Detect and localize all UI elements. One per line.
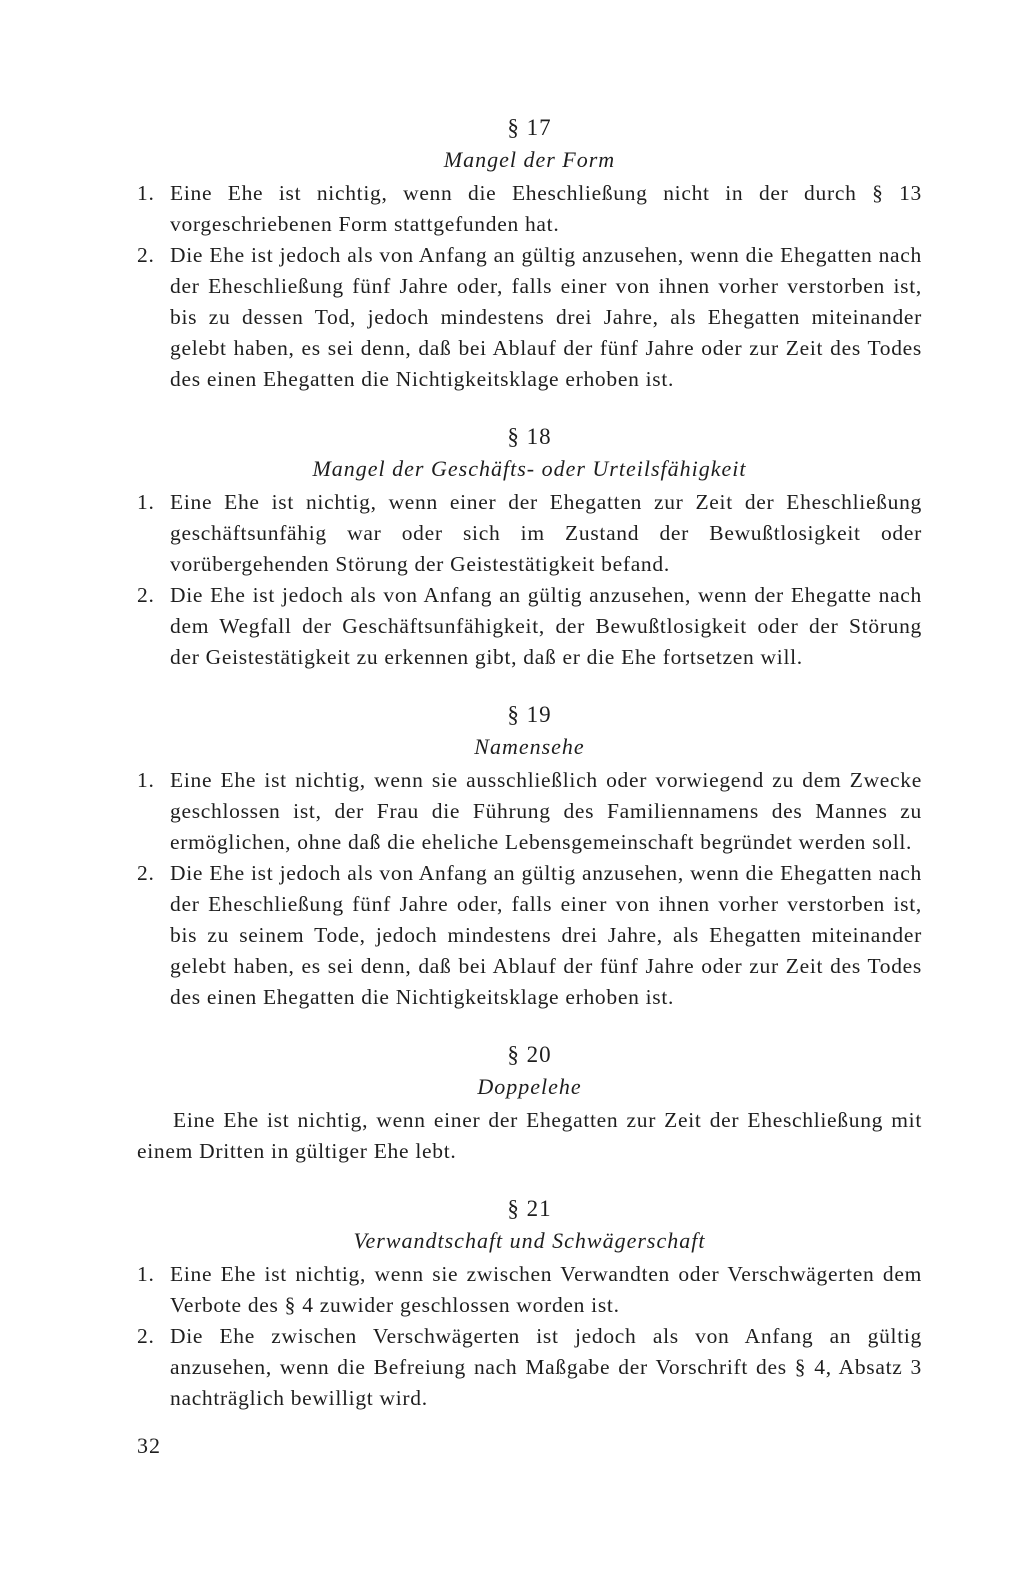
section-17 — [137, 112, 922, 395]
item-number: 2. — [137, 583, 155, 607]
item-number: 1. — [137, 181, 155, 205]
list-item — [137, 178, 922, 240]
item-text: Eine Ehe ist nichtig, wenn sie ausschließlich oder vorwiegend zu dem Zwecke geschlossen ist, der Frau die Führung des Familiennamens des Mannes zu ermöglichen, ohne daß die eheliche Lebensgemeinschaft begründet werden soll. — [170, 768, 922, 854]
section-20 — [137, 1039, 922, 1167]
list-item — [137, 487, 922, 580]
item-text: Die Ehe ist jedoch als von Anfang an gültig anzusehen, wenn der Ehegatte nach dem Wegfall der Geschäftsunfähigkeit, der Bewußtlosigkeit oder der Störung der Geistestätigkeit zu erkennen gibt, daß er die Ehe fortsetzen will. — [170, 583, 922, 669]
item-number: 1. — [137, 768, 155, 792]
section-title: Doppelehe — [477, 1074, 582, 1099]
section-21 — [137, 1193, 922, 1414]
item-text: Eine Ehe ist nichtig, wenn einer der Ehegatten zur Zeit der Eheschließung geschäftsunfähig war oder sich im Zustand der Bewußtlosigkeit oder vorübergehenden Störung der Geistestätigkeit befand. — [170, 490, 922, 576]
item-number: 2. — [137, 861, 155, 885]
section-number: § 20 — [507, 1042, 552, 1067]
list-item — [137, 765, 922, 858]
section-18 — [137, 421, 922, 673]
page-number: 32 — [137, 1433, 161, 1458]
list-item — [137, 580, 922, 673]
section-title: Verwandtschaft und Schwägerschaft — [353, 1228, 706, 1253]
section-number: § 18 — [507, 424, 552, 449]
list-item — [137, 858, 922, 1013]
section-paragraph: Eine Ehe ist nichtig, wenn einer der Ehegatten zur Zeit der Eheschließung mit einem Dritten in gültiger Ehe lebt. — [137, 1108, 922, 1163]
page-content — [137, 112, 922, 1440]
section-title: Namensehe — [474, 734, 585, 759]
list-item — [137, 1321, 922, 1414]
section-title: Mangel der Form — [443, 147, 616, 172]
section-number: § 21 — [507, 1196, 552, 1221]
section-number: § 19 — [507, 702, 552, 727]
item-number: 2. — [137, 243, 155, 267]
section-number: § 17 — [507, 115, 552, 140]
item-number: 2. — [137, 1324, 155, 1348]
item-number: 1. — [137, 1262, 155, 1286]
item-text: Die Ehe zwischen Verschwägerten ist jedoch als von Anfang an gültig anzusehen, wenn die Befreiung nach Maßgabe der Vorschrift des § 4, Absatz 3 nachträglich bewilligt wird. — [170, 1324, 922, 1410]
section-19 — [137, 699, 922, 1013]
list-item — [137, 1259, 922, 1321]
section-title: Mangel der Geschäfts- oder Urteilsfähigkeit — [312, 456, 747, 481]
item-text: Die Ehe ist jedoch als von Anfang an gültig anzusehen, wenn die Ehegatten nach der Eheschließung fünf Jahre oder, falls einer von ihnen vorher verstorben ist, bis zu dessen Tod, jedoch mindestens drei Jahre, als Ehegatten miteinander gelebt haben, es sei denn, daß bei Ablauf der fünf Jahre oder zur Zeit des Todes des einen Ehegatten die Nichtigkeitsklage erhoben ist. — [170, 243, 922, 391]
item-text: Eine Ehe ist nichtig, wenn die Eheschließung nicht in der durch § 13 vorgeschriebenen Form stattgefunden hat. — [170, 181, 922, 236]
item-text: Die Ehe ist jedoch als von Anfang an gültig anzusehen, wenn die Ehegatten nach der Eheschließung fünf Jahre oder, falls einer von ihnen vorher verstorben ist, bis zu seinem Tode, jedoch mindestens drei Jahre, als Ehegatten miteinander gelebt haben, es sei denn, daß bei Ablauf der fünf Jahre oder zur Zeit des Todes des einen Ehegatten die Nichtigkeitsklage erhoben ist. — [170, 861, 922, 1009]
item-number: 1. — [137, 490, 155, 514]
item-text: Eine Ehe ist nichtig, wenn sie zwischen Verwandten oder Verschwägerten dem Verbote des § 4 zuwider geschlossen worden ist. — [170, 1262, 922, 1317]
list-item — [137, 240, 922, 395]
